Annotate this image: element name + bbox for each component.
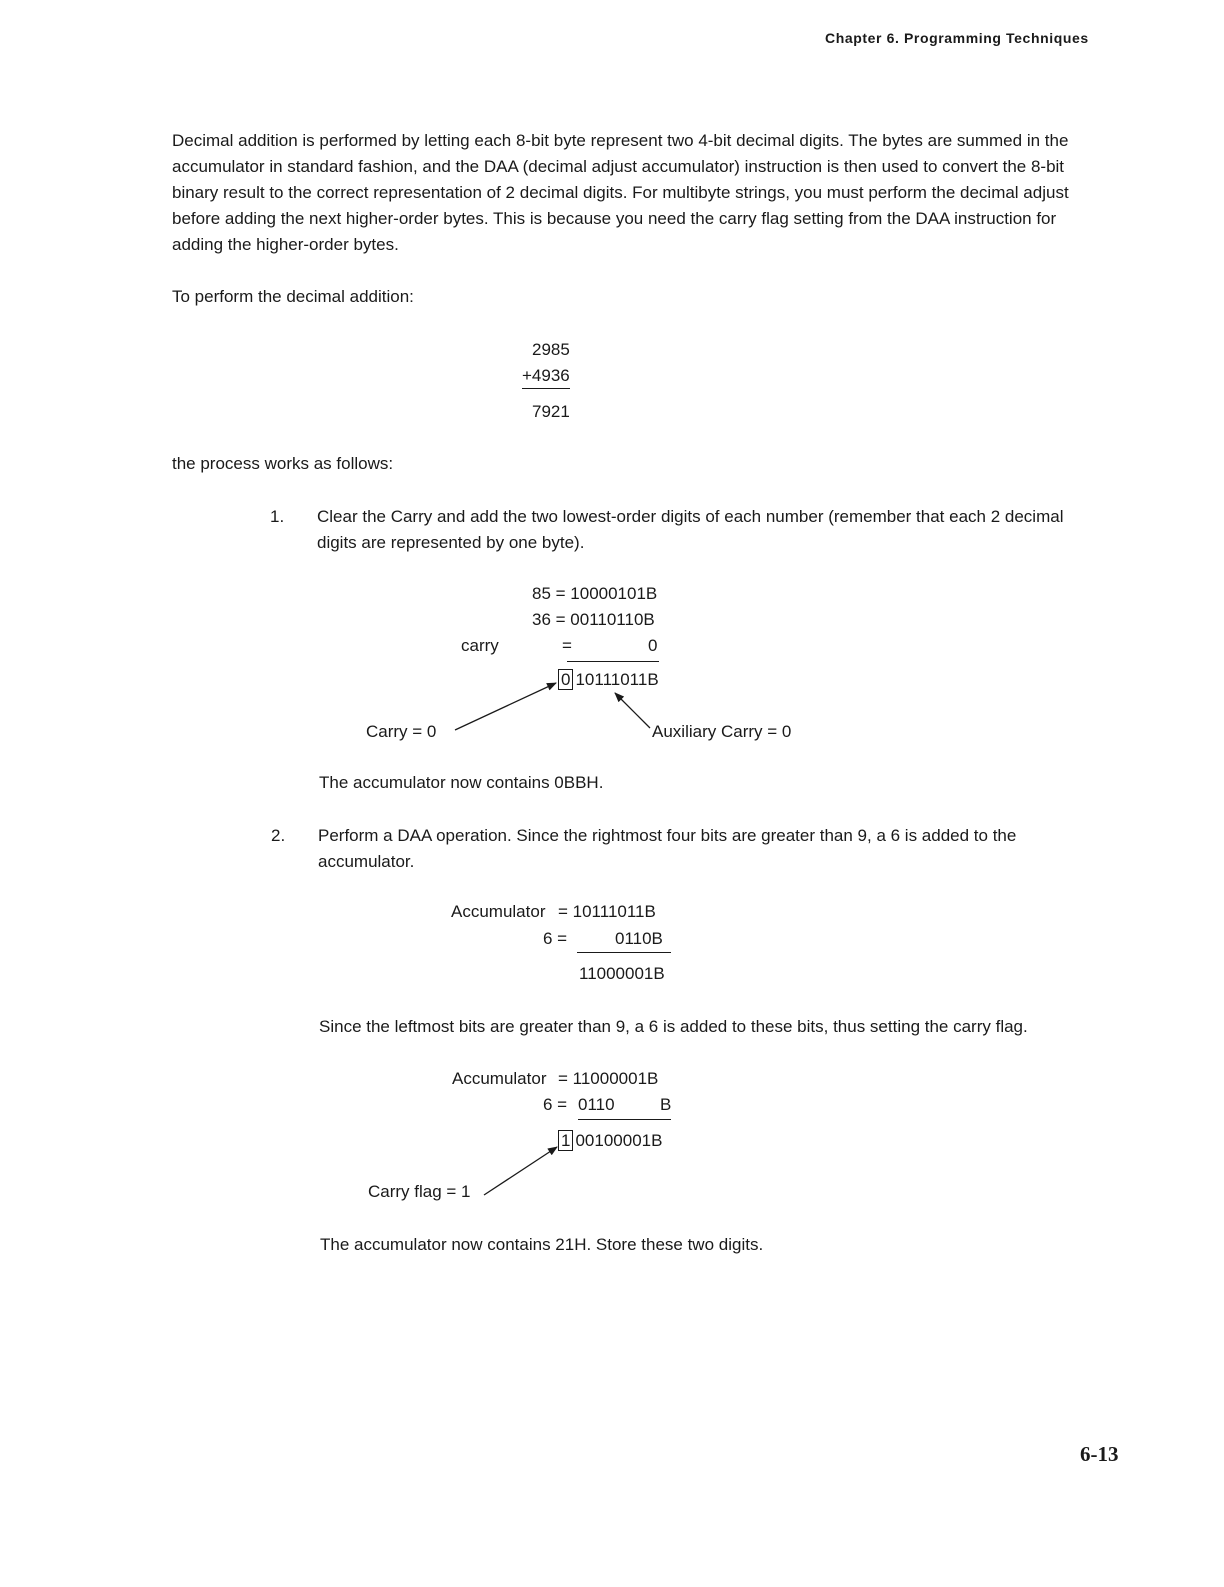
carry-value: 0 bbox=[648, 636, 658, 655]
result-2-bits: 00100001B bbox=[575, 1131, 663, 1150]
six-value: 0110B bbox=[615, 929, 663, 948]
step-2-text: Perform a DAA operation. Since the rightmost four bits are greater than 9, a 6 is added to the accumulator. bbox=[318, 826, 1017, 871]
addend-2: +4936 bbox=[522, 366, 570, 389]
step-2-middle: Since the leftmost bits are greater than 9, a 6 is added to these bits, thus setting the carry flag. bbox=[319, 1017, 1028, 1036]
six-2-value: 0110 bbox=[578, 1095, 615, 1114]
accumulator-2-label: Accumulator bbox=[452, 1069, 547, 1088]
carry-flag-arrow bbox=[484, 1147, 557, 1195]
six-label: 6 = bbox=[543, 929, 568, 948]
carry-note: Carry = 0 bbox=[366, 722, 437, 741]
accumulator-2-value: = 11000001B bbox=[558, 1069, 659, 1088]
step-1-text: Clear the Carry and add the two lowest-order digits of each number (remember that each 2 decimal digits are represented by one byte). bbox=[317, 507, 1064, 552]
accumulator-label: Accumulator bbox=[451, 902, 546, 921]
binary-row-36: 36 = 00110110B bbox=[532, 610, 655, 629]
step-2-conclusion: The accumulator now contains 21H. Store these two digits. bbox=[320, 1235, 764, 1254]
auxiliary-carry-note: Auxiliary Carry = 0 bbox=[652, 722, 792, 741]
daa-result-1: 11000001B bbox=[579, 964, 665, 983]
page-number: 6-13 bbox=[1080, 1442, 1119, 1466]
step-1-number: 1. bbox=[270, 507, 285, 526]
binary-row-85: 85 = 10000101B bbox=[532, 584, 658, 603]
auxiliary-carry-arrow bbox=[615, 693, 650, 728]
addend-1: 2985 bbox=[532, 340, 570, 359]
result-1-bits: 10111011B bbox=[575, 670, 659, 689]
carry-flag-note: Carry flag = 1 bbox=[368, 1182, 471, 1201]
result-1-carry-bit: 0 bbox=[558, 669, 573, 690]
step-2-number: 2. bbox=[271, 826, 286, 845]
carry-equals: = bbox=[562, 636, 572, 655]
carry-arrow bbox=[455, 683, 556, 730]
sum: 7921 bbox=[532, 402, 570, 421]
chapter-header: Chapter 6. Programming Techniques bbox=[825, 30, 1089, 46]
six-2-suffix: B bbox=[660, 1095, 672, 1114]
step-1-conclusion: The accumulator now contains 0BBH. bbox=[319, 773, 604, 792]
result-2-carry-bit: 1 bbox=[558, 1130, 573, 1151]
carry-label: carry bbox=[461, 636, 499, 655]
six-2-label: 6 = bbox=[543, 1095, 568, 1114]
accumulator-value: = 10111011B bbox=[558, 902, 656, 921]
process-text: the process works as follows: bbox=[172, 454, 394, 473]
intro-lead: To perform the decimal addition: bbox=[172, 287, 414, 306]
intro-paragraph: Decimal addition is performed by letting each 8-bit byte represent two 4-bit decimal digits. The bytes are summed in the accumulator in standard fashion, and the DAA (decimal adjust accumulator) instruction is then used to convert the 8-bit binary result to the correct representation of 2 decimal digits. For multibyte strings, you must perform the decimal adjust before adding the next higher-order bytes. This is because you need the carry flag setting from the DAA instruction for adding the higher-order bytes. bbox=[172, 131, 1069, 254]
